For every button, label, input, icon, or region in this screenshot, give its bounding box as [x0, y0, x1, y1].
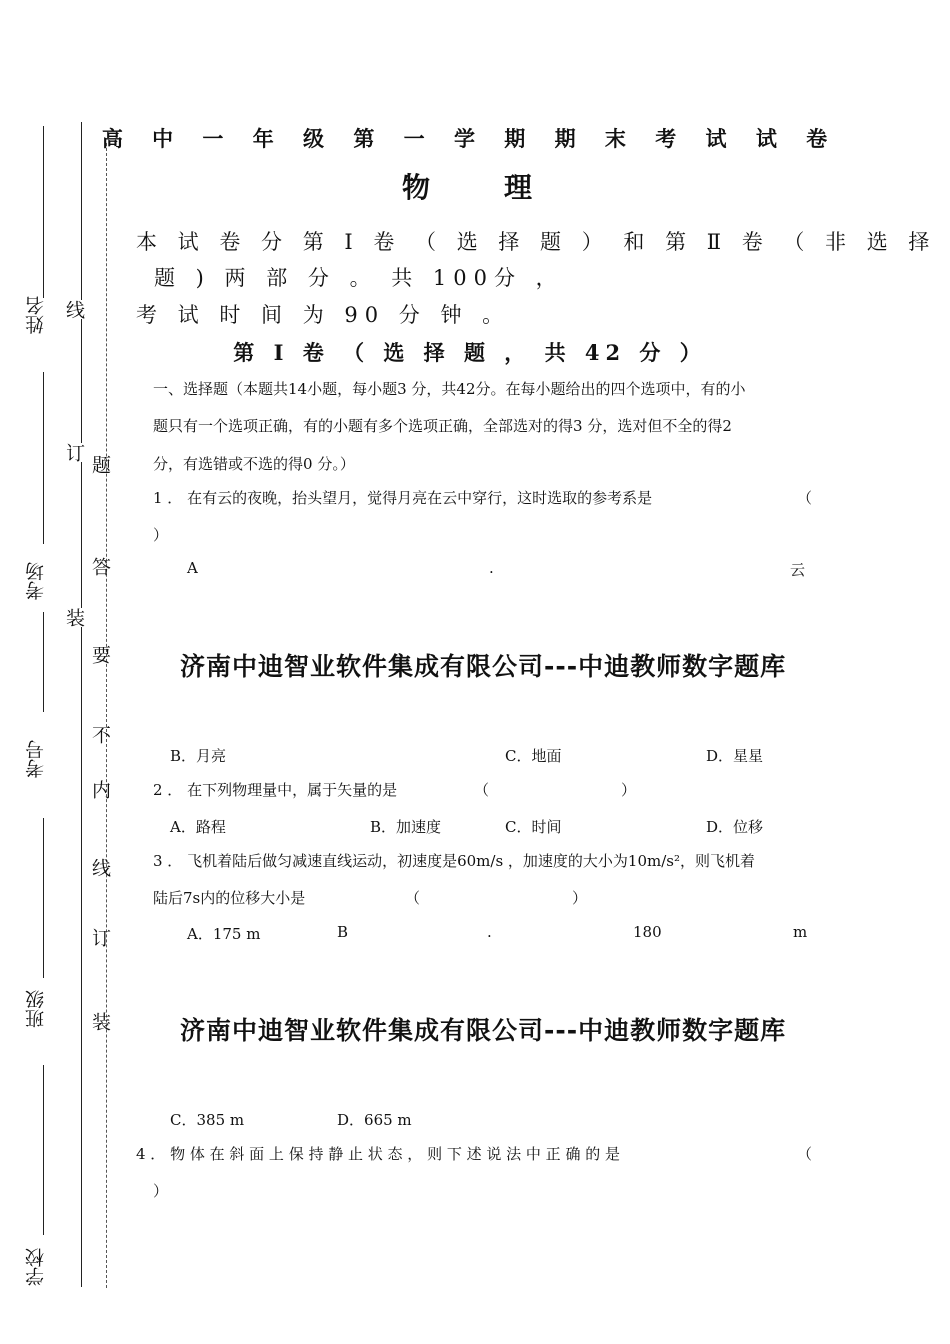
seal-line — [81, 122, 82, 1287]
notice-char-4: 不 — [89, 725, 111, 744]
class-field-line — [43, 1065, 44, 1235]
q3-option-c: C．385 m — [170, 1111, 245, 1129]
q2-paren-open: （ — [474, 781, 490, 799]
intro-line-1: 本 试 卷 分 第 Ⅰ 卷 （ 选 择 题 ） 和 第 Ⅱ 卷 （ 非 选 择 — [136, 230, 937, 254]
q3-option-b-letter: B — [337, 923, 349, 941]
notice-char-2: 答 — [89, 557, 111, 576]
instructions-line-3: 分，有选错或不选的得0 分。） — [153, 455, 355, 473]
q2-option-c: C．时间 — [505, 818, 562, 836]
q4-paren-open: （ — [797, 1145, 813, 1163]
intro-line-3: 考 试 时 间 为 90 分 钟 。 — [136, 303, 511, 327]
exam-no-label: 考号 — [25, 740, 47, 778]
school-label: 学校 — [25, 1248, 47, 1286]
name-field-line — [43, 372, 44, 544]
q1-option-a-dot: . — [489, 559, 494, 577]
watermark-banner: 济南中迪智业软件集成有限公司---中迪教师数字题库 — [180, 652, 787, 681]
q3-option-d: D．665 m — [337, 1111, 412, 1129]
q3-stem-line-1: 3 ． 飞机着陆后做匀减速直线运动，初速度是60m/s ，加速度的大小为10m/s²，则飞机着 — [153, 852, 755, 870]
q1-option-d: D．星星 — [706, 747, 764, 765]
exam-title: 高 中 一 年 级 第 一 学 期 期 末 考 试 试 卷 — [101, 126, 839, 151]
q4-stem: 4 ． 物 体 在 斜 面 上 保 持 静 止 状 态 ， 则 下 述 说 法 中 正 确 的 是 — [136, 1145, 620, 1163]
seal-char-pack: 装 — [61, 608, 88, 627]
q1-option-b: B．月亮 — [170, 747, 227, 765]
seal-char-bind: 订 — [61, 443, 88, 462]
notice-char-7: 订 — [89, 928, 111, 947]
instructions-line-1: 一、选择题（本题共14小题，每小题3 分，共42分。在每小题给出的四个选项中，有的小 — [153, 380, 746, 398]
q2-paren-close: ） — [621, 781, 637, 799]
q1-stem: 1 ． 在有云的夜晚，抬头望月，觉得月亮在云中穿行，这时选取的参考系是 — [153, 489, 653, 507]
q1-paren-close: ） — [153, 526, 169, 544]
q1-option-a-letter: A — [187, 559, 198, 577]
notice-char-6: 线 — [89, 858, 111, 877]
q4-paren-close: ） — [153, 1182, 169, 1200]
notice-char-5: 内 — [89, 780, 111, 799]
q2-option-d: D．位移 — [706, 818, 764, 836]
q3-option-b-value: 180 — [633, 923, 662, 941]
subject-title: 物 理 — [401, 171, 538, 204]
section-1-heading: 第 Ⅰ 卷 （ 选 择 题 ， 共 42 分 ） — [233, 340, 707, 365]
notice-char-3: 要 — [89, 645, 111, 664]
q3-paren-open: （ — [405, 889, 421, 907]
instructions-line-2: 题只有一个选项正确，有的小题有多个选项正确，全部选对的得3 分，选对但不全的得2 — [153, 417, 732, 435]
q2-option-a: A．路程 — [170, 818, 226, 836]
q3-option-b-unit: m — [793, 923, 808, 941]
watermark-banner: 济南中迪智业软件集成有限公司---中迪教师数字题库 — [180, 1016, 787, 1045]
class-label: 班级 — [25, 990, 47, 1028]
exam-room-field-line — [43, 612, 44, 712]
notice-char-1: 题 — [89, 455, 111, 474]
q1-option-a-text: 云 — [790, 561, 806, 579]
intro-line-2: 题 ) 两 部 分 。 共 100分 ， — [154, 266, 564, 290]
q1-option-c: C．地面 — [505, 747, 562, 765]
q2-option-b: B．加速度 — [370, 818, 442, 836]
q3-option-a: A．175 m — [187, 925, 261, 943]
q3-stem-line-2: 陆后7s内的位移大小是 — [153, 889, 306, 907]
name-label: 姓名 — [25, 296, 47, 334]
dotted-seal-line — [106, 143, 107, 1288]
q3-paren-close: ） — [572, 889, 588, 907]
notice-char-8: 装 — [89, 1012, 111, 1031]
q3-option-b-dot: . — [487, 923, 492, 941]
exam-no-field-line — [43, 818, 44, 978]
seal-char-line: 线 — [61, 300, 88, 319]
exam-room-label: 考场 — [25, 562, 47, 600]
q1-paren-open: （ — [797, 489, 813, 507]
q2-stem: 2 ． 在下列物理量中，属于矢量的是 — [153, 781, 398, 799]
